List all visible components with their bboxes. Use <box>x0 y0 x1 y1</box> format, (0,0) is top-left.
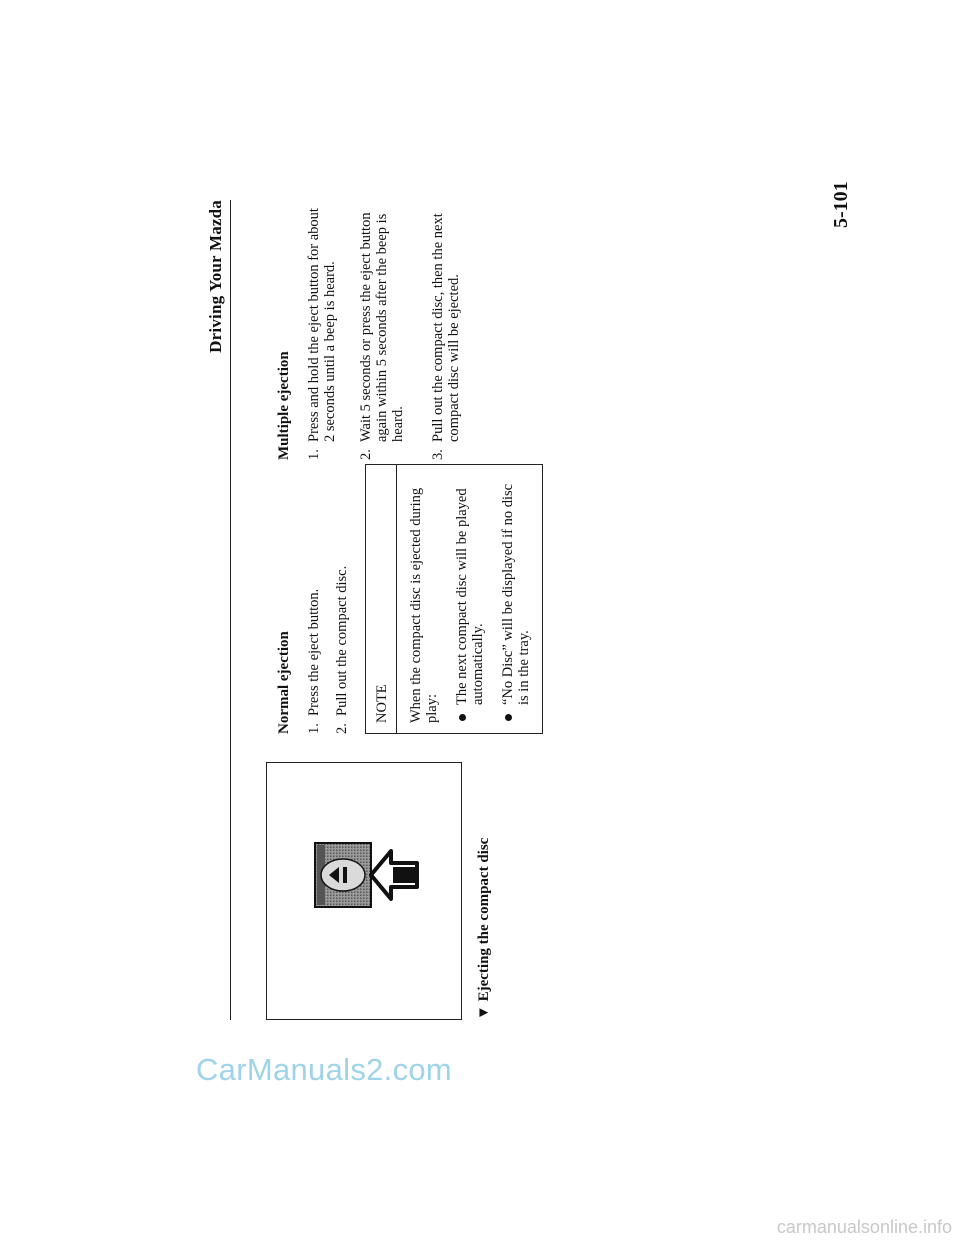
section-title-text: Ejecting the compact disc <box>476 837 492 1002</box>
note-bullet: “No Disc” will be displayed if no disc is in the tray. <box>500 473 532 723</box>
cd-eject-button-icon <box>267 765 459 1019</box>
illustration-box <box>266 762 462 1020</box>
rotated-manual-page <box>200 200 890 1020</box>
note-header <box>366 465 397 733</box>
note-bullet: The next compact disc will be played automatically. <box>454 473 486 723</box>
note-box <box>365 464 543 734</box>
note-body <box>408 473 532 723</box>
header-rule <box>230 200 231 1020</box>
header-title: Driving Your Mazda <box>206 200 225 353</box>
note-label: NOTE <box>374 684 390 723</box>
section-marker: ▼ <box>476 1005 492 1020</box>
watermark-logo-text[interactable]: CarManuals2.com <box>196 1052 453 1087</box>
normal-ejection-step-1: 1. Press the eject button. <box>306 588 322 734</box>
normal-ejection-step-2: 2. Pull out the compact disc. <box>334 565 350 734</box>
note-intro: When the compact disc is ejected during play: <box>408 487 440 723</box>
multiple-ejection-step-2: 2. Wait 5 seconds or press the eject button again within 5 seconds after the beep is heard. <box>358 212 406 460</box>
section-title <box>476 838 493 1020</box>
multiple-ejection-title: Multiple ejection <box>276 351 292 460</box>
bullet-dot-icon <box>459 714 466 721</box>
normal-ejection-title: Normal ejection <box>276 631 292 734</box>
bullet-dot-icon <box>505 714 512 721</box>
watermark-footer-text[interactable]: carmanualsonline.info <box>776 1217 952 1237</box>
multiple-ejection-step-1: 1. Press and hold the eject button for about 2 seconds until a beep is heard. <box>306 208 338 460</box>
multiple-ejection-step-3: 3. Pull out the compact disc, then the next compact disc will be ejected. <box>430 213 462 460</box>
page-number: 5-101 <box>830 181 852 228</box>
